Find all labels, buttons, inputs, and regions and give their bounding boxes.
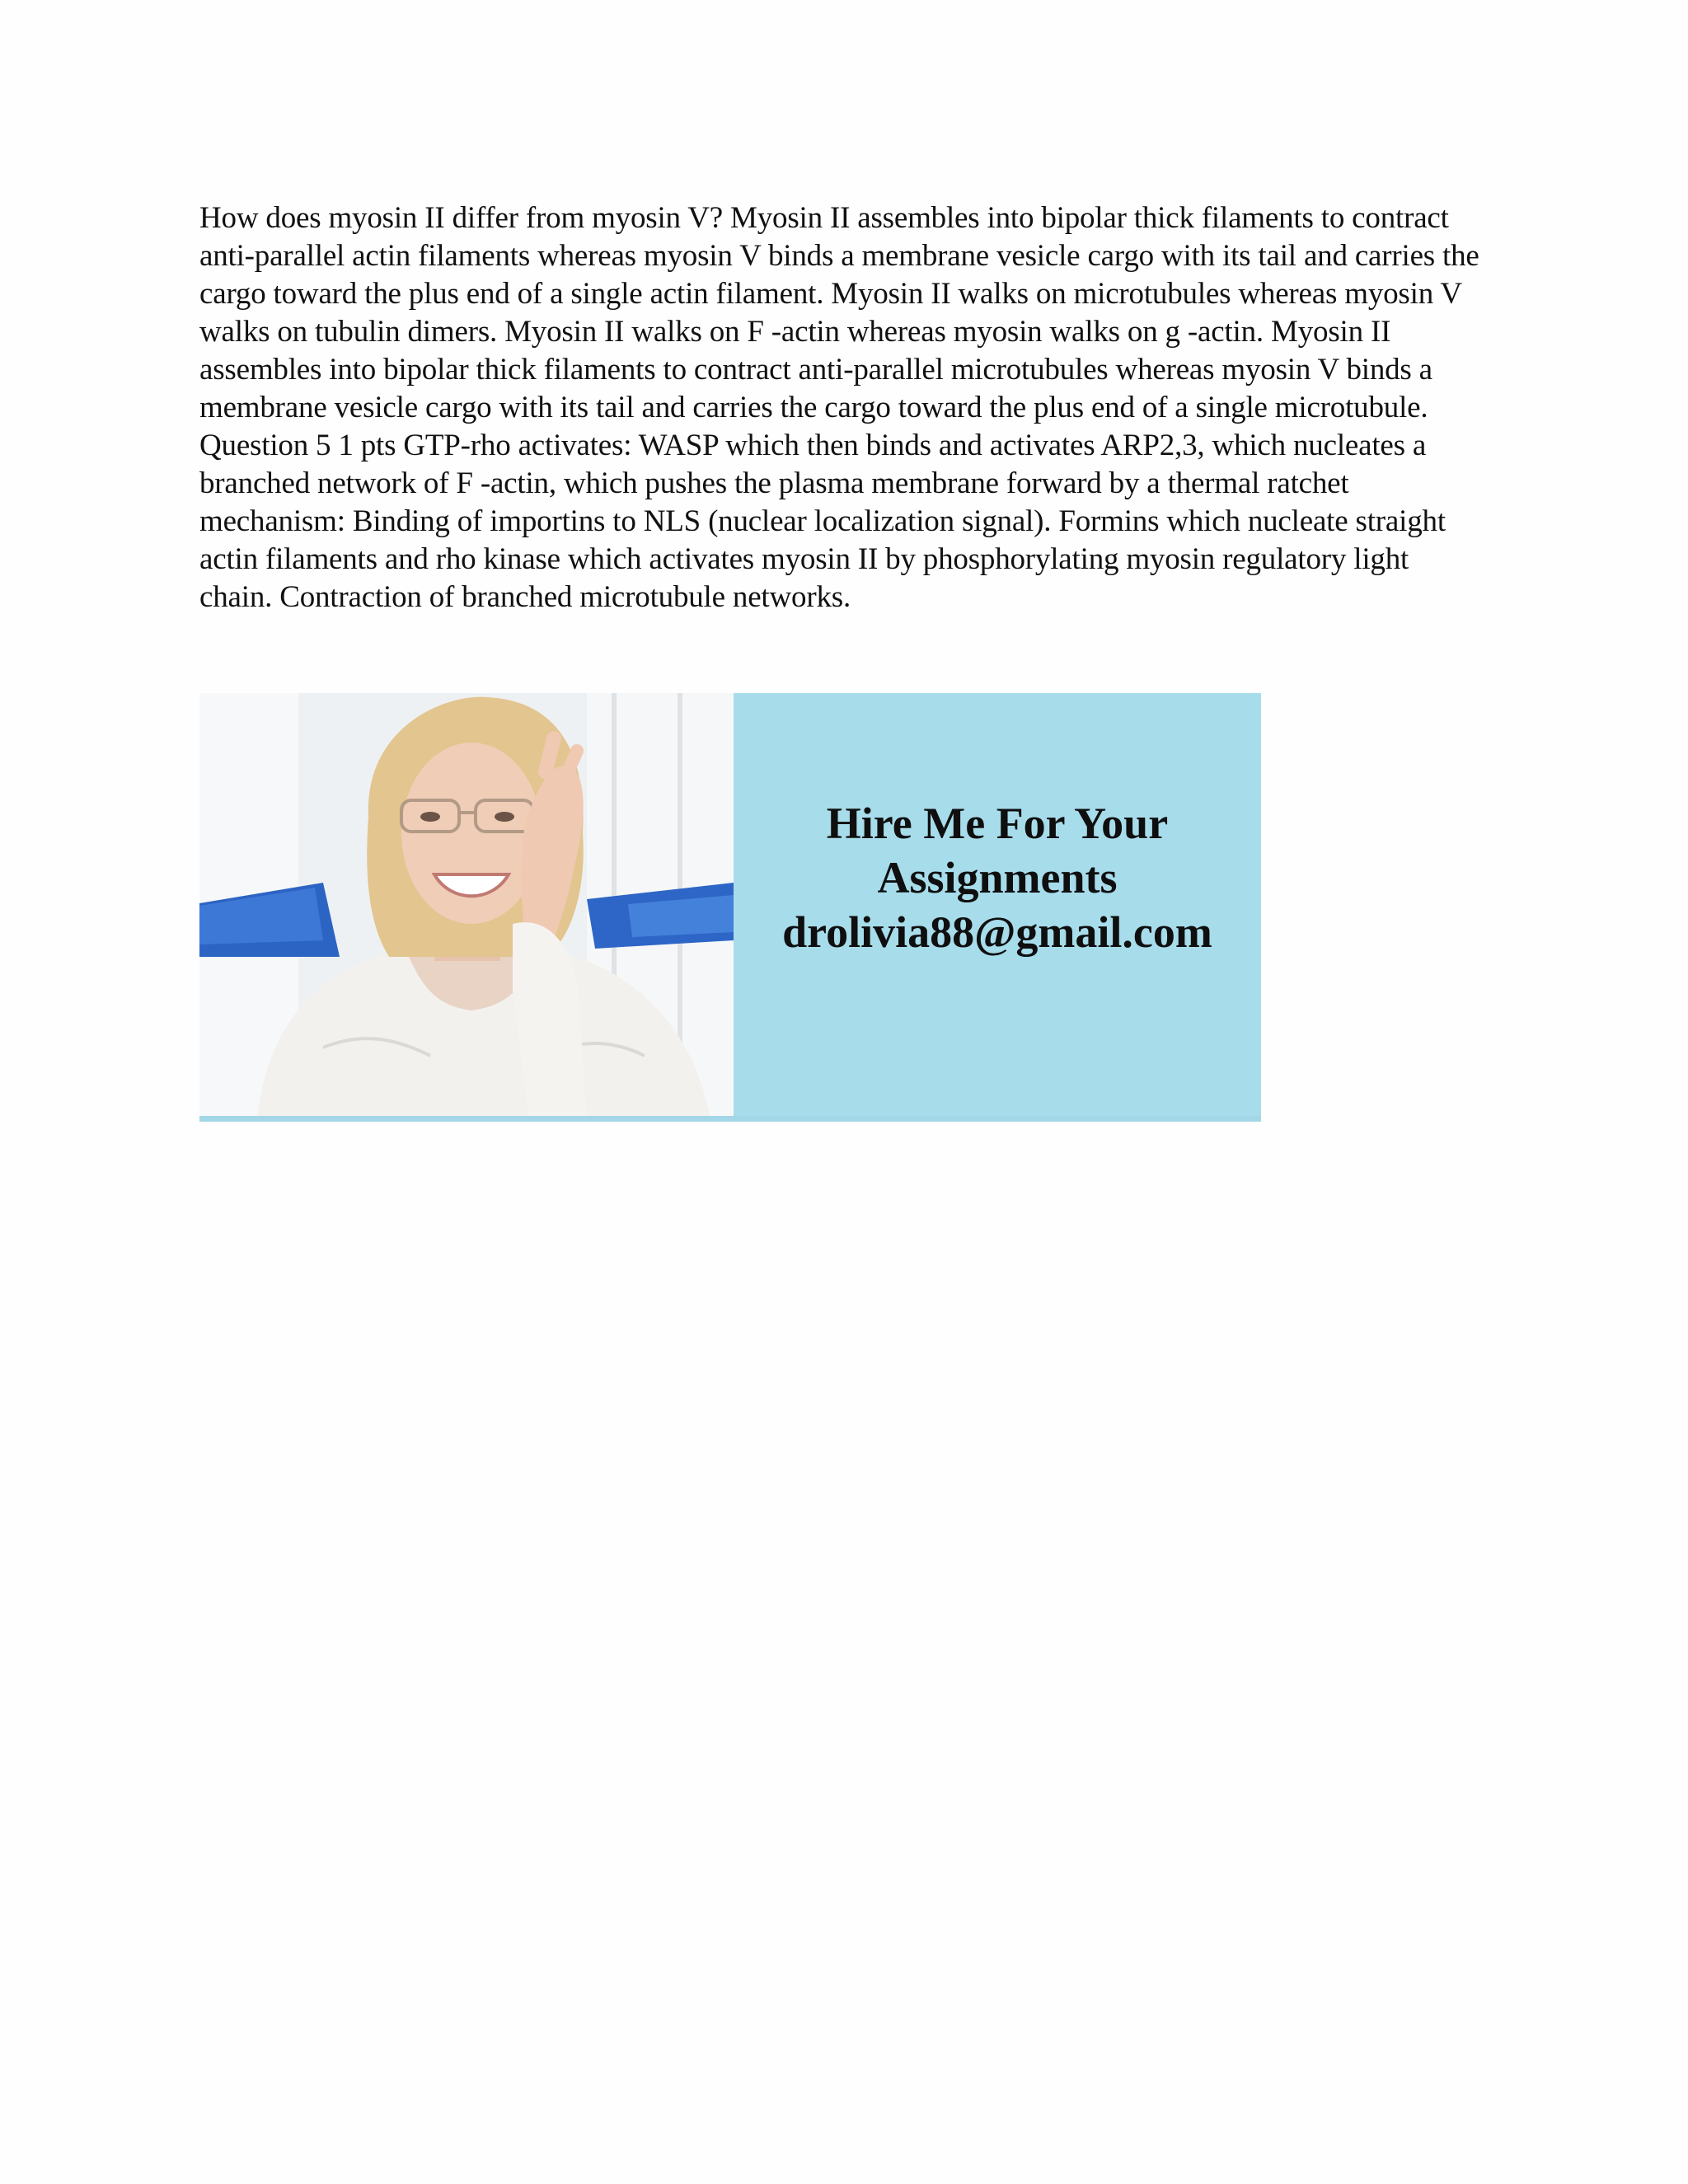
ad-text-panel	[734, 693, 1261, 1122]
ad-bottom-strip	[199, 1116, 1261, 1122]
ad-headline-line2: Assignments	[877, 853, 1118, 902]
document-paragraph: How does myosin II differ from myosin V? Myosin II assembles into bipolar thick filaments to contract anti-parallel actin filaments whereas myosin V binds a membrane vesicle cargo with its tail and carries the cargo toward the plus end of a single actin filament. Myosin II walks on microtubules whereas myosin V walks on tubulin dimers. Myosin II walks on F -actin whereas myosin walks on g -actin. Myosin II assembles into bipolar thick filaments to contract anti-parallel microtubules whereas myosin V binds a membrane vesicle cargo with its tail and carries the cargo toward the plus end of a single microtubule. Question 5 1 pts GTP-rho activates: WASP which then binds and activates ARP2,3, which nucleates a branched network of F -actin, which pushes the plasma membrane forward by a thermal ratchet mechanism: Binding of importins to NLS (nuclear localization signal). Formins which nucleate straight actin filaments and rho kinase which activates myosin II by phosphorylating myosin regulatory light chain. Contraction of branched microtubule networks.	[199, 201, 1479, 614]
ad-banner-image	[199, 693, 1261, 1122]
ad-headline-line1: Hire Me For Your	[826, 799, 1169, 848]
woman-photo	[199, 693, 734, 1122]
ad-email: drolivia88@gmail.com	[782, 907, 1212, 957]
